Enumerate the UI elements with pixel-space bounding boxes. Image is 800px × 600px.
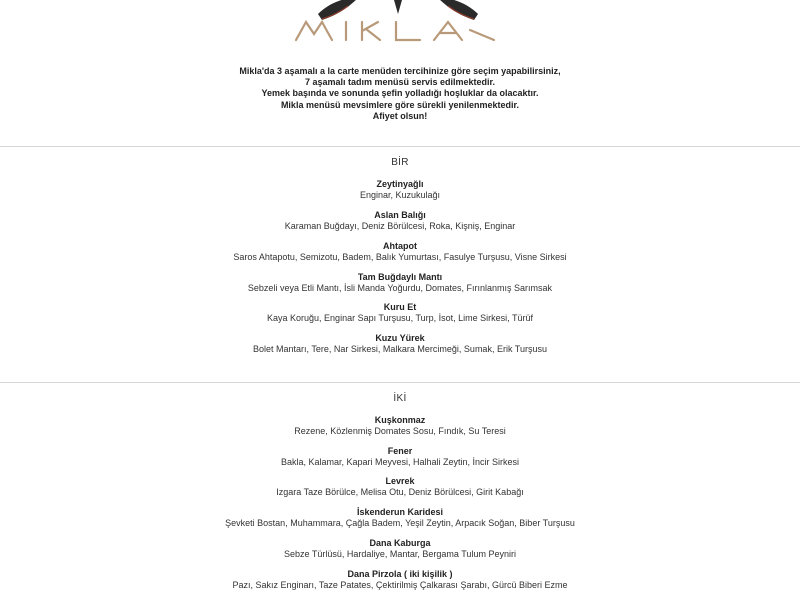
menu-item-desc: Izgara Taze Börülce, Melisa Otu, Deniz Börülcesi, Girit Kabağı bbox=[276, 487, 524, 497]
intro-line: Mikla menüsü mevsimlere göre sürekli yenilenmektedir. bbox=[280, 99, 520, 110]
menu-item-name: Fener bbox=[387, 446, 413, 456]
menu-item bbox=[0, 272, 800, 294]
section-divider bbox=[0, 146, 800, 147]
menu-item-name: Kuşkonmaz bbox=[374, 415, 426, 425]
menu-item bbox=[0, 333, 800, 355]
menu-item-name: Zeytinyağlı bbox=[376, 179, 424, 189]
menu-item-desc: Rezene, Közlenmiş Domates Sosu, Fındık, Su Teresi bbox=[294, 426, 506, 436]
menu-item-desc: Şevketi Bostan, Muhammara, Çağla Badem, Yeşil Zeytin, Arpacık Soğan, Biber Turşusu bbox=[225, 518, 575, 528]
intro-line: Mikla'da 3 aşamalı a la carte menüden tercihinize göre seçim yapabilirsiniz, bbox=[239, 66, 561, 76]
intro-line: 7 aşamalı tadım menüsü servis edilmektedir. bbox=[304, 77, 496, 88]
menu-item-desc: Karaman Buğdayı, Deniz Börülcesi, Roka, Kişniş, Enginar bbox=[284, 221, 516, 231]
section-title-iki: İKİ bbox=[393, 393, 407, 404]
menu-item bbox=[0, 446, 800, 468]
menu-item-desc: Bolet Mantarı, Tere, Nar Sirkesi, Malkara Mercimeği, Sumak, Erik Turşusu bbox=[253, 344, 547, 354]
menu-item bbox=[0, 507, 800, 529]
menu-item-desc: Sebzeli veya Etli Mantı, İsli Manda Yoğurdu, Domates, Fırınlanmış Sarımsak bbox=[247, 283, 553, 293]
menu-item-name: Levrek bbox=[385, 476, 415, 486]
menu-item bbox=[0, 476, 800, 498]
menu-item-desc: Pazı, Sakız Enginarı, Taze Patates, Çektirilmiş Çalkarası Şarabı, Gürcü Biberi Ezme bbox=[232, 580, 568, 590]
menu-item-desc: Saros Ahtapotu, Semizotu, Badem, Balık Yumurtası, Fasulye Turşusu, Visne Sirkesi bbox=[233, 252, 567, 262]
menu-item bbox=[0, 210, 800, 232]
menu-item bbox=[0, 538, 800, 560]
menu-item bbox=[0, 241, 800, 263]
menu-item-desc: Sebze Türlüsü, Hardaliye, Mantar, Bergama Tulum Peyniri bbox=[284, 549, 516, 559]
bird-head-shape bbox=[394, 0, 402, 14]
menu-item-name: İskenderun Karidesi bbox=[356, 507, 444, 517]
intro-text bbox=[0, 66, 800, 122]
menu-item-name: Aslan Balığı bbox=[374, 210, 426, 220]
menu-item-desc: Enginar, Kuzukulağı bbox=[359, 190, 441, 200]
menu-item-name: Ahtapot bbox=[383, 241, 417, 251]
section-title-bir: BİR bbox=[391, 157, 409, 168]
mikla-logo bbox=[0, 0, 800, 48]
menu-item bbox=[0, 415, 800, 437]
section-divider bbox=[0, 382, 800, 383]
menu-item-desc: Kaya Koruğu, Enginar Sapı Turşusu, Turp, İsot, Lime Sirkesi, Türüf bbox=[267, 313, 533, 323]
menu-item bbox=[0, 179, 800, 201]
menu-item-name: Dana Kaburga bbox=[369, 538, 431, 548]
menu-item-name: Kuru Et bbox=[383, 302, 417, 312]
right-wing-shape bbox=[436, 0, 478, 20]
menu-item bbox=[0, 302, 800, 324]
menu-item-name: Kuzu Yürek bbox=[375, 333, 425, 343]
menu-item bbox=[0, 569, 800, 591]
intro-line: Yemek başında ve sonunda şefin yolladığı hoşluklar da olacaktır. bbox=[261, 88, 539, 99]
mikla-wordmark bbox=[296, 22, 494, 40]
left-wing-shape bbox=[318, 0, 360, 20]
menu-item-name: Dana Pirzola ( iki kişilik ) bbox=[347, 569, 453, 579]
menu-item-name: Tam Buğdaylı Mantı bbox=[357, 272, 443, 282]
menu-item-desc: Bakla, Kalamar, Kapari Meyvesi, Halhali Zeytin, İncir Sirkesi bbox=[280, 457, 520, 467]
intro-line: Afiyet olsun! bbox=[372, 110, 428, 121]
